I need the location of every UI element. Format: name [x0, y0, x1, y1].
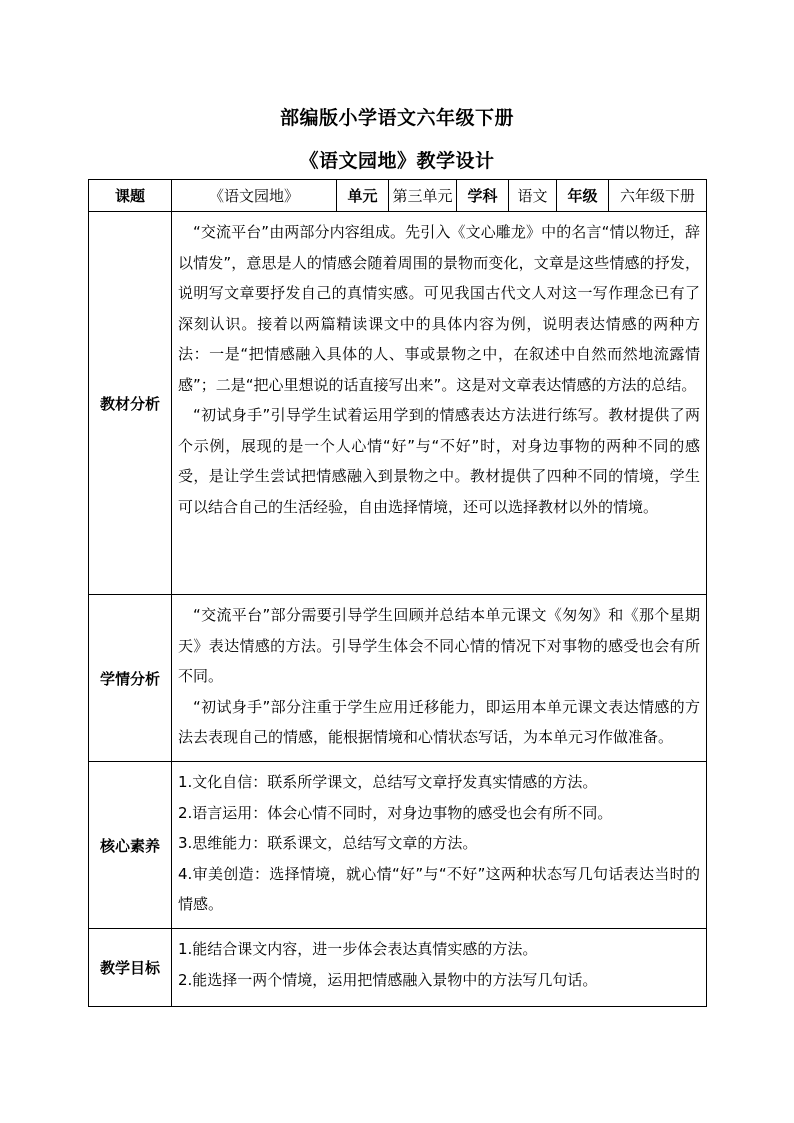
- core-literacy-item: 1.文化自信：联系所学课文，总结写文章抒发真实情感的方法。: [178, 773, 598, 791]
- header-row: [89, 180, 707, 212]
- unit-value: 第三单元: [389, 180, 457, 212]
- lesson-plan-table: [88, 179, 707, 1007]
- core-literacy-label: 核心素养: [89, 762, 172, 929]
- document-subtitle: 《语文园地》教学设计: [299, 150, 495, 172]
- learner-analysis-paragraph-2: “初试身手”部分注重于学生应用迁移能力，即运用本单元课文表达情感的方法去表现自己的情感，能根据情境和心情状态写话，为本单元习作做准备。: [178, 697, 700, 746]
- learner-analysis-content: [172, 595, 707, 762]
- subject-value: 语文: [509, 180, 557, 212]
- teaching-goal-item: 1.能结合课文内容，进一步体会表达真情实感的方法。: [178, 940, 538, 958]
- core-literacy-item: 4.审美创造：选择情境，就心情“好”与“不好”这两种状态写几句话表达当时的情感。: [178, 864, 700, 913]
- topic-label: 课题: [89, 180, 172, 212]
- teaching-goals-content: [172, 929, 707, 1007]
- learner-analysis-row: [89, 595, 707, 762]
- textbook-analysis-row: [89, 212, 707, 595]
- topic-value: 《语文园地》: [172, 180, 337, 212]
- core-literacy-item: 2.语言运用：体会心情不同时，对身边事物的感受也会有所不同。: [178, 803, 613, 822]
- textbook-analysis-label: 教材分析: [89, 212, 172, 595]
- textbook-analysis-paragraph-1: “交流平台”由两部分内容组成。先引入《文心雕龙》中的名言“情以物迁，辞以情发”，意思是人的情感会随着周围的景物而变化，文章是这些情感的抒发，说明写文章要抒发自己的真情实感。可见我国古代文人对这一写作理念已有了深刻认识。接着以两篇精读课文中的具体内容为例，说明表达情感的两种方法：一是“把情感融入具体的人、事或景物之中，在叙述中自然而然地流露情感”；二是“把心里想说的话直接写出来”。这是对文章表达情感的方法的总结。: [178, 223, 700, 394]
- textbook-analysis-paragraph-2: “初试身手”引导学生试着运用学到的情感表达方法进行练写。教材提供了两个示例，展现的是一个人心情“好”与“不好”时，对身边事物的两种不同的感受，是让学生尝试把情感融入到景物之中。教材提供了四种不同的情境，学生可以结合自己的生活经验，自由选择情境，还可以选择教材以外的情境。: [178, 406, 700, 516]
- teaching-goal-item: 2.能选择一两个情境，运用把情感融入景物中的方法写几句话。: [178, 970, 598, 989]
- unit-label: 单元: [337, 180, 389, 212]
- grade-value: 六年级下册: [609, 180, 707, 212]
- core-literacy-content: [172, 762, 707, 929]
- core-literacy-row: [89, 762, 707, 929]
- teaching-goals-label: 教学目标: [89, 929, 172, 1007]
- teaching-goals-row: [89, 929, 707, 1007]
- core-literacy-item: 3.思维能力：联系课文，总结写文章的方法。: [178, 834, 478, 852]
- document-title: 部编版小学语文六年级下册: [279, 107, 514, 129]
- textbook-analysis-content: [172, 212, 707, 595]
- grade-label: 年级: [557, 180, 609, 212]
- subject-label: 学科: [457, 180, 509, 212]
- learner-analysis-paragraph-1: “交流平台”部分需要引导学生回顾并总结本单元课文《匆匆》和《那个星期天》表达情感的方法。引导学生体会不同心情的情况下对事物的感受也会有所不同。: [178, 606, 700, 685]
- learner-analysis-label: 学情分析: [89, 595, 172, 762]
